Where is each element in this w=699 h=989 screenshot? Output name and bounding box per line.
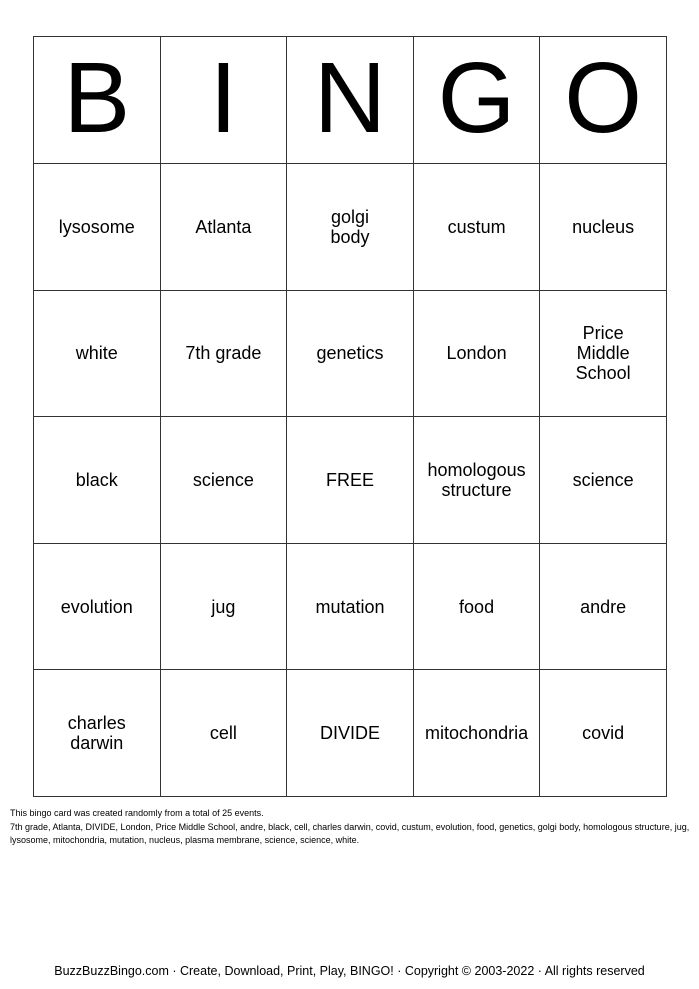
bingo-cell-text: Atlanta — [195, 216, 252, 237]
header-letter-g: G — [413, 37, 540, 164]
bingo-cell — [413, 543, 540, 670]
bingo-cell — [34, 543, 161, 670]
bingo-cell-text: DIVIDE — [319, 723, 380, 744]
bingo-cell-text: covid — [582, 723, 625, 744]
bingo-cell — [160, 164, 287, 291]
bingo-cell-text: custum — [447, 216, 506, 237]
bingo-cell — [413, 290, 540, 417]
bingo-cell-text: black — [75, 469, 118, 490]
bingo-cell — [287, 164, 414, 291]
bingo-row-3 — [34, 417, 667, 544]
bingo-cell-text: mitochondria — [425, 723, 529, 744]
bingo-row-2 — [34, 290, 667, 417]
bingo-free-cell — [287, 417, 414, 544]
bingo-cell-text: cell — [209, 723, 237, 744]
bingo-cell-text: genetics — [316, 343, 384, 364]
bingo-row-5 — [34, 670, 667, 797]
bingo-cell-text: food — [459, 596, 495, 617]
bingo-cell-text: science — [192, 469, 254, 490]
bingo-row-4 — [34, 543, 667, 670]
bingo-cell — [540, 417, 667, 544]
bingo-cell — [160, 290, 287, 417]
header-letter-b: B — [34, 37, 161, 164]
card-info-summary: This bingo card was created randomly from a total of 25 events. — [10, 808, 264, 818]
footer-copyright: BuzzBuzzBingo.com · Create, Download, Print, Play, BINGO! · Copyright © 2003-2022 · All rights reserved — [54, 964, 645, 978]
bingo-card — [33, 36, 667, 797]
bingo-row-1 — [34, 164, 667, 291]
bingo-cell-text: homologous structure — [427, 459, 526, 500]
bingo-cell-text: charles darwin — [67, 713, 126, 754]
bingo-cell — [287, 670, 414, 797]
bingo-cell — [287, 543, 414, 670]
bingo-cell-text: nucleus — [572, 216, 635, 237]
bingo-cell-text: FREE — [325, 469, 374, 490]
bingo-cell — [34, 164, 161, 291]
bingo-cell — [34, 670, 161, 797]
bingo-cell-text: white — [75, 343, 118, 364]
header-letter-o: O — [540, 37, 667, 164]
header-letter-n: N — [287, 37, 414, 164]
card-info-events-list: 7th grade, Atlanta, DIVIDE, London, Price Middle School, andre, black, cell, charles darwin, covid, custum, evolution, food, genetics, golgi body, homologous structure, jug, lysosome, mitochondria, mutation, nucleus, plasma membrane, science, science, white. — [10, 821, 690, 845]
bingo-cell-text: mutation — [315, 596, 385, 617]
bingo-cell — [160, 543, 287, 670]
bingo-cell-text: evolution — [60, 596, 133, 617]
bingo-cell — [540, 164, 667, 291]
bingo-cell — [160, 417, 287, 544]
bingo-cell — [540, 290, 667, 417]
bingo-cell — [540, 670, 667, 797]
header-letter-i: I — [160, 37, 287, 164]
bingo-cell — [413, 417, 540, 544]
bingo-cell — [34, 290, 161, 417]
bingo-cell — [34, 417, 161, 544]
bingo-cell-text: 7th grade — [185, 343, 262, 364]
bingo-header-row — [34, 37, 667, 164]
bingo-cell-text: andre — [580, 596, 627, 617]
bingo-cell — [160, 670, 287, 797]
bingo-cell — [413, 670, 540, 797]
bingo-cell-text: London — [446, 343, 507, 364]
bingo-cell-text: lysosome — [58, 216, 135, 237]
bingo-cell — [287, 290, 414, 417]
bingo-cell-text: science — [572, 469, 634, 490]
bingo-cell — [540, 543, 667, 670]
card-info — [10, 807, 690, 848]
bingo-cell-text: jug — [211, 596, 236, 617]
bingo-cell — [413, 164, 540, 291]
bingo-cell-text: golgi body — [330, 206, 370, 247]
bingo-cell-text: Price Middle School — [575, 323, 631, 384]
